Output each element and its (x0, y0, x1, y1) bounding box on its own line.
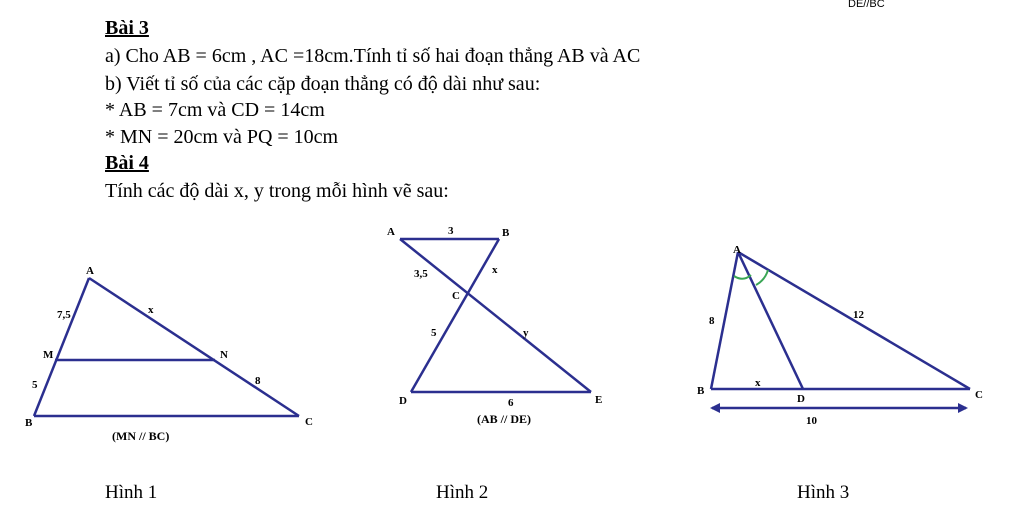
figure-hinh-2 (400, 239, 591, 392)
h1-length-an: x (148, 304, 154, 316)
h1-label-n: N (220, 349, 228, 361)
h2-label-c: C (452, 290, 460, 302)
segment-ab (34, 278, 89, 416)
segment-ae (400, 239, 591, 392)
h2-length-ab: 3 (448, 225, 454, 237)
bai4-prompt: Tính các độ dài x, y trong mỗi hình vẽ sau: (105, 180, 449, 202)
h2-label-b: B (502, 227, 510, 239)
h1-label-a: A (86, 265, 94, 277)
angle-mark-dac (756, 270, 768, 285)
segment-ab (711, 252, 738, 389)
h2-length-ac: 3,5 (414, 268, 428, 280)
h3-label-d: D (797, 393, 805, 405)
hinh-3-caption: Hình 3 (797, 482, 850, 503)
h1-length-mb: 5 (32, 379, 38, 391)
bai3-item-1: * AB = 7cm và CD = 14cm (105, 99, 325, 121)
h1-length-nc: 8 (255, 375, 261, 387)
h2-length-bc: x (492, 264, 498, 276)
h3-length-bd: x (755, 377, 761, 389)
corner-note: DE//BC (848, 0, 885, 10)
h1-label-m: M (43, 349, 54, 361)
h3-label-b: B (697, 385, 705, 397)
h2-length-ce: y (523, 327, 529, 339)
segment-ac (89, 278, 299, 416)
h3-length-ac: 12 (853, 309, 864, 321)
h1-note: (MN // BC) (112, 429, 170, 443)
h1-length-am: 7,5 (57, 309, 71, 321)
bai3-question-a: a) Cho AB = 6cm , AC =18cm.Tính tỉ số hai đoạn thẳng AB và AC (105, 45, 641, 67)
bai3-title: Bài 3 (105, 17, 149, 39)
h3-label-c: C (975, 389, 983, 401)
h2-label-a: A (387, 226, 395, 238)
hinh-2-caption: Hình 2 (436, 482, 489, 503)
h2-note: (AB // DE) (477, 412, 531, 426)
h2-label-d: D (399, 395, 407, 407)
h3-length-bc: 10 (806, 415, 817, 427)
h3-label-a: A (733, 244, 741, 256)
bai3-item-2: * MN = 20cm và PQ = 10cm (105, 126, 339, 148)
figure-hinh-1 (34, 278, 299, 416)
h2-label-e: E (595, 394, 603, 406)
h1-label-c: C (305, 416, 313, 428)
bai3-question-b: b) Viết tỉ số của các cặp đoạn thẳng có độ dài như sau: (105, 73, 541, 95)
hinh-1-caption: Hình 1 (105, 482, 158, 503)
segment-bd (411, 239, 499, 392)
h2-length-cd: 5 (431, 327, 437, 339)
h2-length-de: 6 (508, 397, 514, 409)
bai4-title: Bài 4 (105, 152, 149, 174)
h3-length-ab: 8 (709, 315, 715, 327)
h1-label-b: B (25, 417, 33, 429)
